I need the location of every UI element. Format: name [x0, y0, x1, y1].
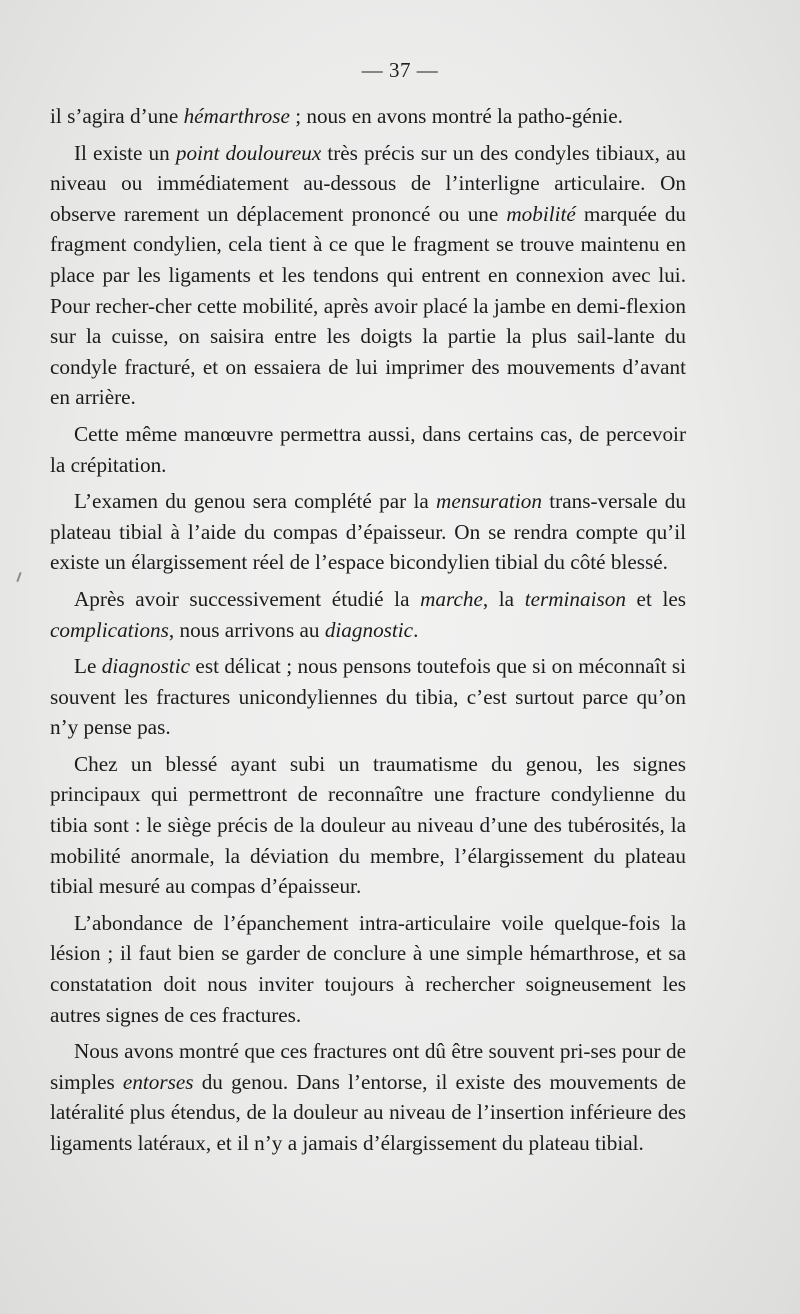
italic-text: mobilité: [506, 201, 576, 226]
italic-text: terminaison: [524, 586, 626, 611]
italic-text: diagnostic: [324, 617, 414, 642]
body-text: [50, 101, 686, 1165]
paragraph: [50, 1036, 686, 1158]
text-run: et les: [625, 586, 687, 611]
text-run: marquée du fragment condylien, cela tient à ce que le fragment se trouve maintenu en place par les ligaments et les tendons qui entrent en connexion avec lui. Pour recher-cher cette mobilité, après avoir placé la jambe en demi-flexion sur la cuisse, on saisira entre les doigts la partie la plus sail-lante du condyle fracturé, et on essaiera de lui imprimer des mouvements d’avant en arrière.: [50, 201, 687, 410]
text-run: Le: [74, 654, 102, 679]
italic-text: entorses: [122, 1069, 194, 1094]
italic-text: point douloureux: [175, 140, 322, 165]
paragraph: [50, 101, 686, 132]
italic-text: complications: [50, 617, 169, 642]
text-run: , nous arrivons au: [168, 617, 325, 642]
text-run: ; nous en avons montré la patho-génie.: [289, 104, 623, 128]
italic-text: marche: [420, 586, 483, 611]
text-run: Cette même manœuvre permettra aussi, dans certains cas, de percevoir la crépitation.: [50, 421, 686, 477]
italic-text: diagnostic: [101, 654, 191, 679]
italic-text: hémarthrose: [183, 104, 290, 128]
paragraph: [50, 908, 686, 1030]
margin-mark: [16, 572, 21, 582]
italic-text: mensuration: [436, 489, 542, 514]
text-run: Après avoir successivement étudié la: [74, 586, 421, 611]
text-run: Nous avons montré que ces fractures ont dû être souvent pri-ses pour de simples: [50, 1039, 686, 1094]
text-run: , la: [482, 586, 525, 611]
paragraph: [50, 419, 686, 480]
text-run: Il existe un: [74, 140, 176, 165]
text-run: .: [413, 617, 419, 642]
paragraph: [50, 584, 686, 645]
text-run: trans-versale du plateau tibial à l’aide du compas d’épaisseur. On se rendra compte qu’il existe un élargissement réel de l’espace bicondylien tibial du côté blessé.: [50, 489, 686, 575]
page-number: — 37 —: [361, 58, 439, 82]
text-run: Chez un blessé ayant subi un traumatisme du genou, les signes principaux qui permettront de reconnaître une fracture condylienne du tibia sont : le siège précis de la douleur au niveau d’une des tubérosités, la mobilité anormale, la déviation du membre, l’élargissement du plateau tibial mesuré au compas d’épaisseur.: [50, 751, 686, 899]
text-run: est délicat ; nous pensons toutefois que si on méconnaît si souvent les fractures unicondyliennes du tibia, c’est surtout parce qu’on n’y pense pas.: [50, 654, 686, 740]
text-run: il s’agira d’une: [50, 104, 184, 128]
text-run: L’examen du genou sera complété par la: [74, 489, 437, 514]
text-run: du genou. Dans l’entorse, il existe des mouvements de latéralité plus étendus, de la douleur au niveau de l’insertion inférieure des ligaments latéraux, et il n’y a jamais d’élargissement du plateau tibial.: [50, 1069, 686, 1155]
text-run: L’abondance de l’épanchement intra-articulaire voile quelque-fois la lésion ; il faut bien se garder de conclure à une simple hémarthrose, et sa constatation doit nous inviter toujours à rechercher soigneusement les autres signes de ces fractures.: [50, 910, 686, 1027]
paragraph: [50, 749, 686, 902]
text-run: très précis sur un des condyles tibiaux, au niveau ou immédiatement au-dessous de l’interligne articulaire. On observe rarement un déplacement prononcé ou une: [50, 140, 686, 226]
paragraph: [50, 486, 686, 578]
paragraph: [50, 651, 686, 743]
paragraph: [50, 138, 686, 413]
